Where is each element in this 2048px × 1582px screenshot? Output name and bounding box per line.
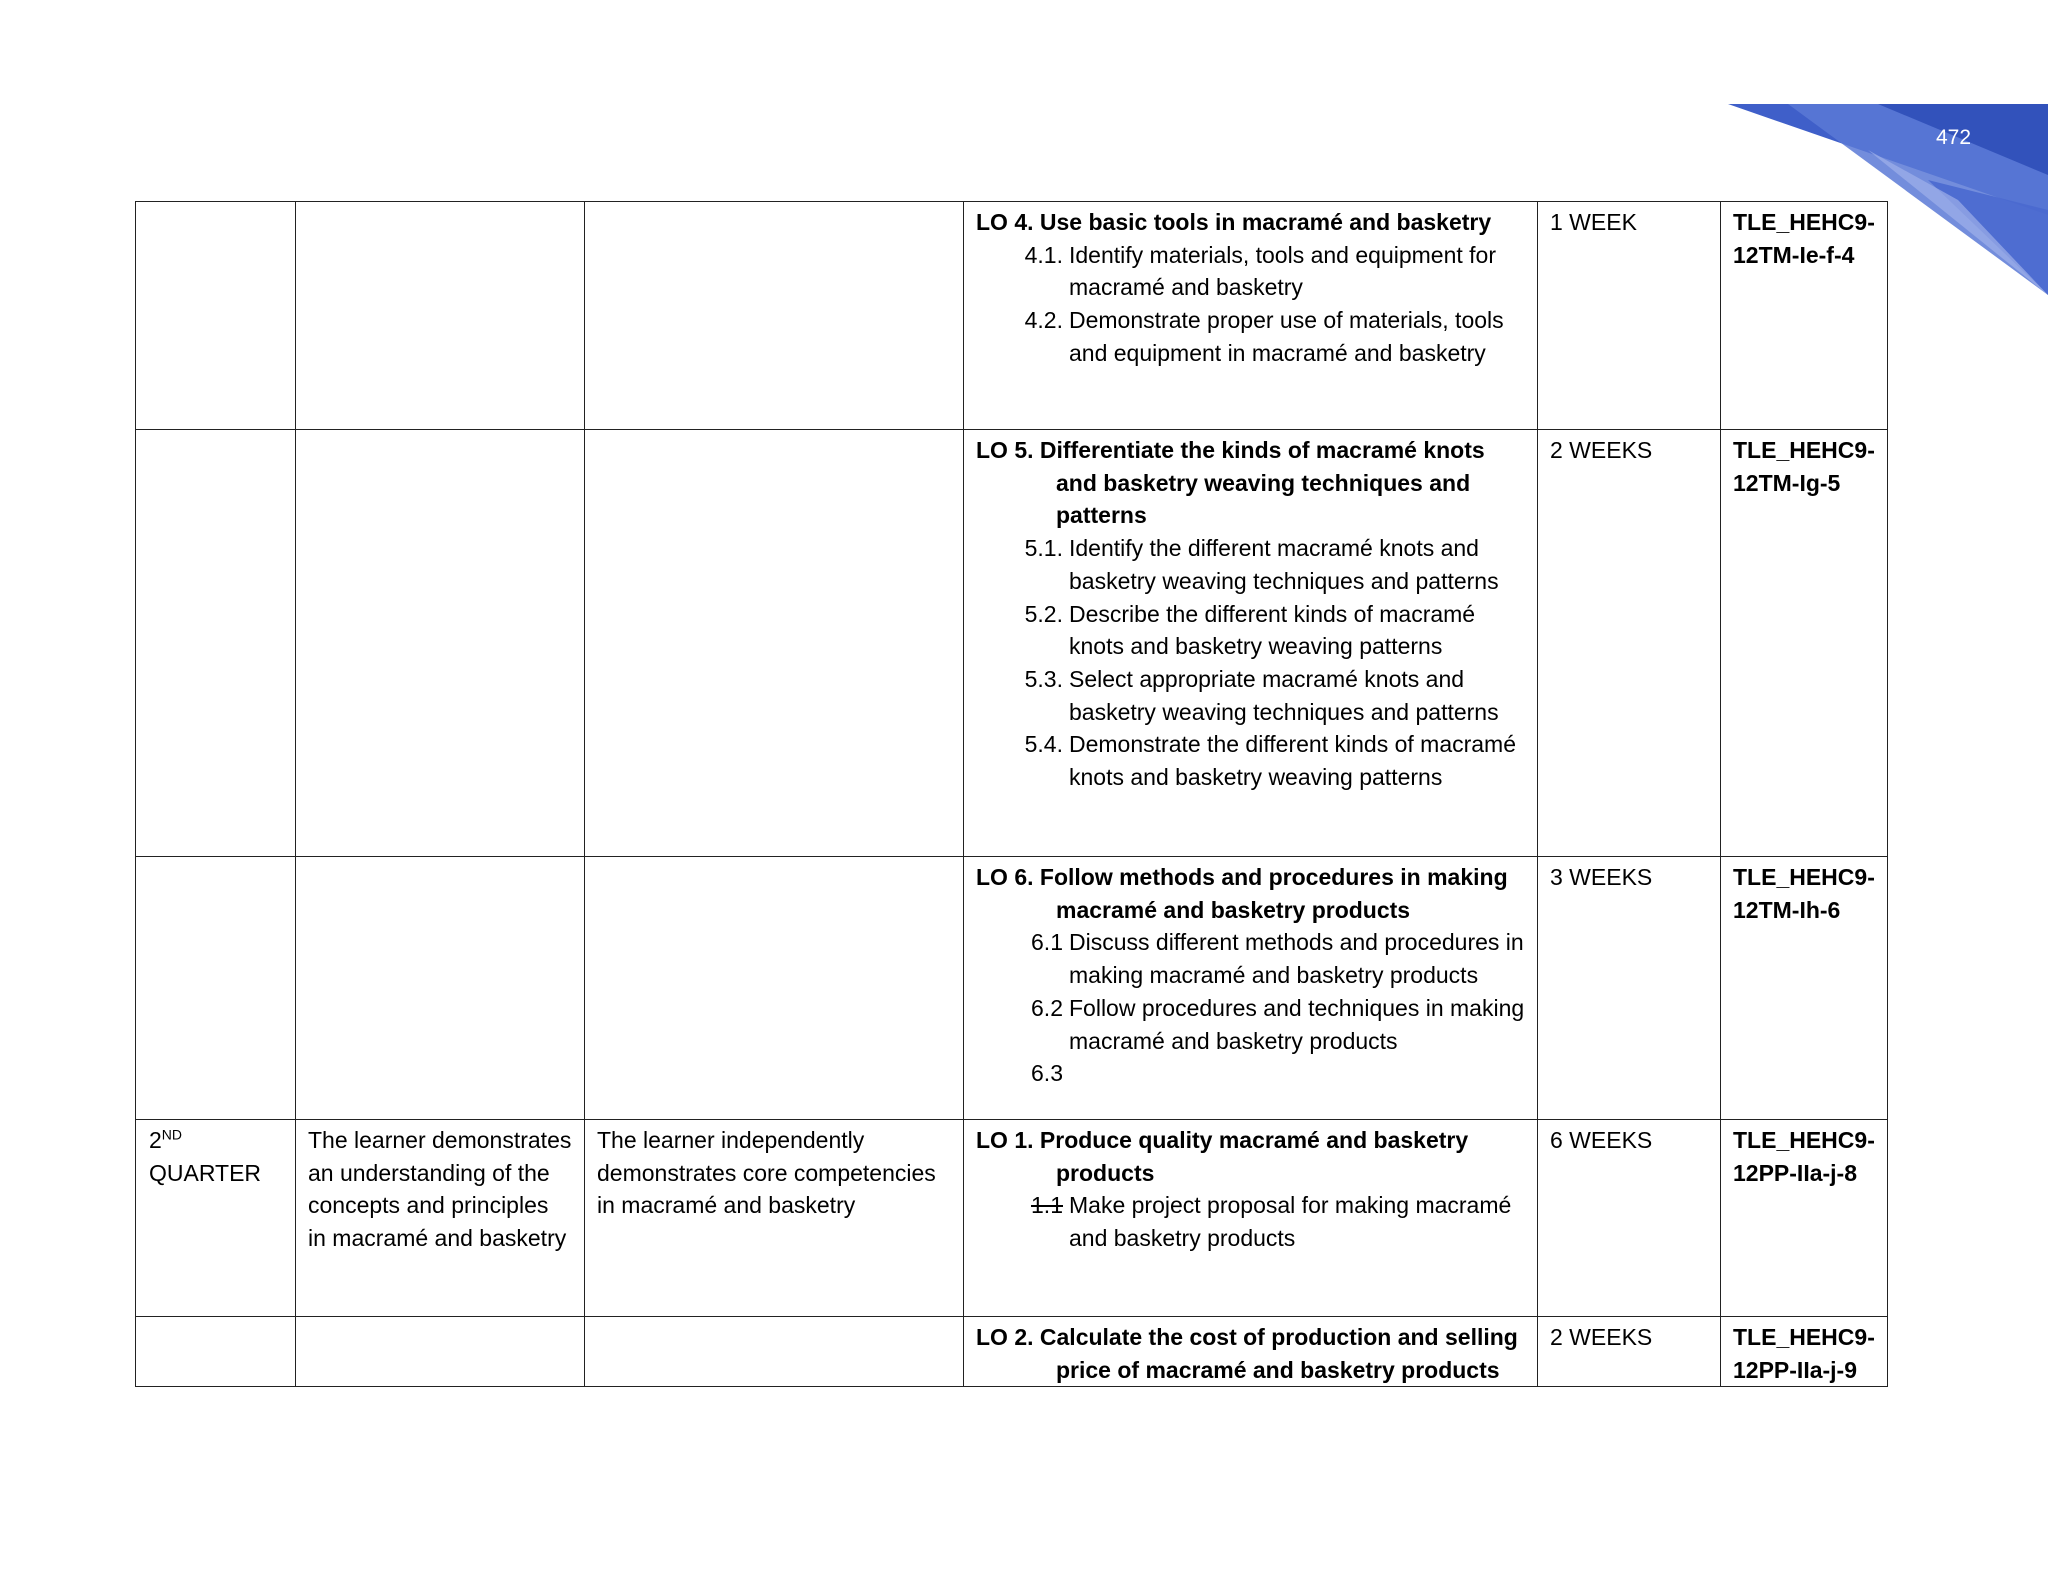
- item-number: 6.2: [1031, 994, 1063, 1021]
- duration: 1 WEEK: [1550, 209, 1637, 235]
- competency-item: [976, 1057, 1525, 1090]
- item-text: Make project proposal for making macramé and basketry products: [1069, 1192, 1512, 1252]
- item-text: [1069, 1057, 1525, 1090]
- competency-item: [976, 304, 1525, 369]
- item-number: 6.1: [1031, 929, 1063, 956]
- learning-competencies: [964, 202, 1537, 370]
- competency-item: [976, 532, 1525, 597]
- learning-competencies: [964, 857, 1537, 1090]
- item-number: 6.3: [1031, 1060, 1063, 1087]
- quarter-cell: [136, 1317, 295, 1321]
- item-text: Follow procedures and techniques in making macramé and basketry products: [1069, 994, 1525, 1054]
- item-number: 5.4.: [1024, 731, 1063, 758]
- duration: 2 WEEKS: [1550, 437, 1653, 463]
- content-standard: [296, 857, 584, 861]
- content-standard: [296, 430, 584, 434]
- item-text: Demonstrate proper use of materials, tools and equipment in macramé and basketry: [1069, 307, 1504, 366]
- content-standard: The learner demonstrates an understanding of the concepts and principles in macramé and basketry: [308, 1127, 572, 1252]
- table-row: [136, 430, 1888, 857]
- competency-code: TLE_HEHC9-12PP-IIa-j-8: [1733, 1127, 1875, 1186]
- learning-outcome-title: LO 6. Follow methods and procedures in making macramé and basketry products: [976, 864, 1508, 923]
- item-number: 5.2.: [1024, 600, 1063, 627]
- competency-item: [976, 1189, 1525, 1254]
- learning-outcome-title: LO 2. Calculate the cost of production and selling price of macramé and basketry products: [976, 1324, 1518, 1383]
- competency-code: TLE_HEHC9-12TM-Ih-6: [1733, 864, 1875, 923]
- item-number: 4.2.: [1024, 307, 1063, 334]
- competency-item: [976, 598, 1525, 663]
- duration: 6 WEEKS: [1550, 1127, 1653, 1153]
- item-text: Select appropriate macramé knots and basketry weaving techniques and patterns: [1069, 665, 1499, 725]
- competency-item: [976, 926, 1525, 991]
- item-text: Identify the different macramé knots and basketry weaving techniques and patterns: [1069, 535, 1499, 594]
- quarter-cell: 2ND QUARTER: [149, 1126, 262, 1186]
- table-row: [136, 1317, 1888, 1387]
- item-text: Identify materials, tools and equipment for macramé and basketry: [1069, 241, 1497, 301]
- item-number: 5.3.: [1024, 665, 1063, 692]
- page-number: 472: [1936, 126, 1972, 149]
- competency-code: TLE_HEHC9-12PP-IIa-j-9: [1733, 1324, 1875, 1383]
- content-standard: [296, 202, 584, 206]
- content-standard: [296, 1317, 584, 1321]
- item-number: 1.1: [1031, 1192, 1063, 1219]
- table-row: [136, 202, 1888, 430]
- quarter-cell: [136, 857, 295, 861]
- learning-competencies: [964, 1120, 1537, 1255]
- competency-item: [976, 663, 1525, 728]
- curriculum-guide-table: [135, 201, 1888, 1387]
- table-row: [136, 857, 1888, 1120]
- learning-outcome-title: LO 5. Differentiate the kinds of macramé knots and basketry weaving techniques and patterns: [976, 437, 1485, 529]
- competency-code: TLE_HEHC9-12TM-Ie-f-4: [1733, 209, 1875, 268]
- competency-item: [976, 992, 1525, 1057]
- competency-item: [976, 728, 1525, 793]
- item-number: 5.1.: [1024, 535, 1063, 562]
- competency-item: [976, 239, 1525, 304]
- performance-standard: [585, 1317, 963, 1321]
- duration: 2 WEEKS: [1550, 1324, 1653, 1350]
- duration: 3 WEEKS: [1550, 864, 1653, 890]
- learning-competencies: [964, 430, 1537, 794]
- item-text: Demonstrate the different kinds of macramé knots and basketry weaving patterns: [1069, 731, 1517, 791]
- performance-standard: The learner independently demonstrates core competencies in macramé and basketry: [597, 1127, 936, 1219]
- performance-standard: [585, 857, 963, 861]
- performance-standard: [585, 202, 963, 206]
- quarter-cell: [136, 202, 295, 206]
- table-row: [136, 1120, 1888, 1317]
- item-number: 4.1.: [1024, 241, 1063, 268]
- performance-standard: [585, 430, 963, 434]
- learning-competencies: [964, 1317, 1537, 1386]
- competency-code: TLE_HEHC9-12TM-Ig-5: [1733, 437, 1875, 496]
- learning-outcome-title: LO 4. Use basic tools in macramé and basketry: [976, 209, 1492, 235]
- learning-outcome-title: LO 1. Produce quality macramé and basketry products: [976, 1127, 1469, 1186]
- quarter-cell: [136, 430, 295, 434]
- item-text: Discuss different methods and procedures in making macramé and basketry products: [1069, 929, 1524, 989]
- item-text: Describe the different kinds of macramé knots and basketry weaving patterns: [1069, 600, 1476, 660]
